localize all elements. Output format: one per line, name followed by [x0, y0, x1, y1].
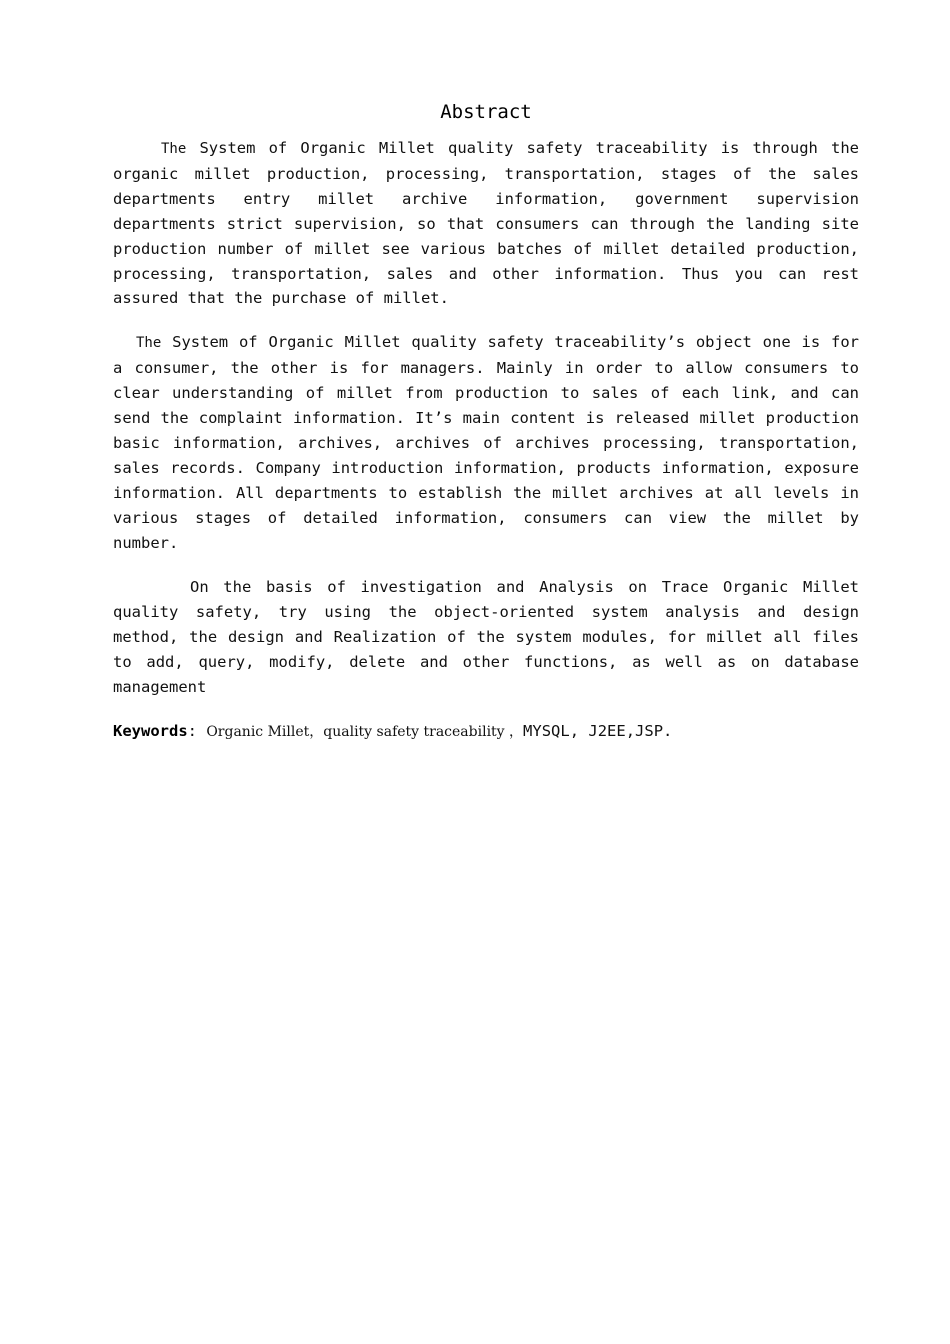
paragraph-text: On the basis of investigation and Analysis on Trace Organic Millet quality safety, try using the object-oriented system analysis and design method, the design and Realization of the system modules, for millet all files to add, query, modify, delete and other functions, as well as on database management	[113, 577, 859, 697]
abstract-paragraph-2	[113, 330, 859, 555]
keywords-label: Keywords	[113, 722, 188, 741]
abstract-body	[113, 136, 859, 745]
paragraph-text: System of Organic Millet quality safety traceability’s object one is for a consumer, the other is for managers. Mainly in order to allow consumers to clear understanding of millet from production to sales of each link, and can send the complaint information. It’s main content is released millet production basic information, archives, archives of archives processing, transportation, sales records. Company introduction information, products information, exposure information. All departments to establish the millet archives at all levels in various stages of detailed information, consumers can view the millet by number.	[113, 333, 859, 552]
abstract-title: Abstract	[440, 101, 532, 123]
paragraph-lead-word: The	[161, 141, 187, 157]
abstract-paragraph-3	[113, 575, 859, 701]
paragraph-text: System of Organic Millet quality safety traceability is through the organic millet production, processing, transportation, stages of the sales departments entry millet archive information, government supervision departments strict supervision, so that consumers can through the landing site production number of millet see various batches of millet detailed production, processing, transportation, sales and other information. Thus you can rest assured that the purchase of millet.	[113, 139, 859, 308]
abstract-paragraph-1	[113, 136, 859, 311]
keywords-terms-primary: Organic Millet，quality safety traceability ，	[206, 724, 524, 741]
keywords-separator: :	[187, 722, 207, 741]
paragraph-lead-word: The	[136, 335, 162, 352]
keywords-terms-technologies: MYSQL, J2EE,JSP.	[523, 722, 673, 741]
keywords-line	[113, 719, 859, 745]
